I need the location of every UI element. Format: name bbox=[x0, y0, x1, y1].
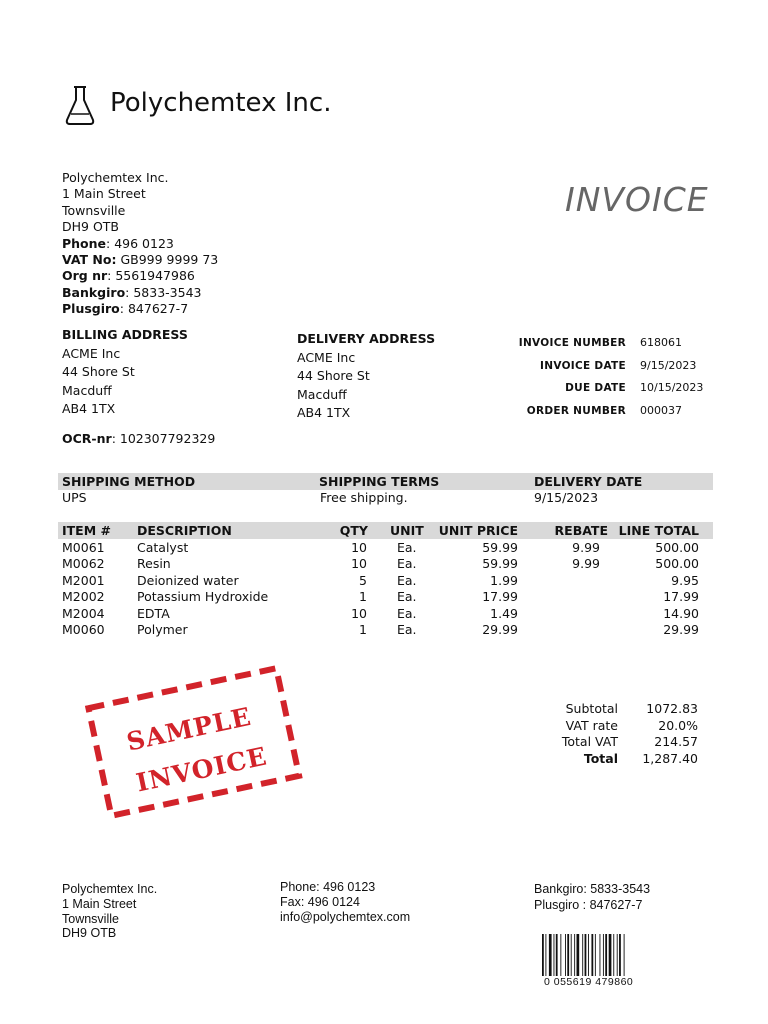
item-description: EDTA bbox=[137, 605, 170, 621]
vat-rate-value: 20.0% bbox=[658, 717, 698, 733]
item-item: M0062 bbox=[62, 556, 105, 572]
invoice-number: 618061 bbox=[640, 336, 682, 349]
footer-street: 1 Main Street bbox=[62, 896, 137, 911]
item-rebate: 9.99 bbox=[572, 556, 600, 572]
delivery-city: Macduff bbox=[297, 386, 347, 402]
col-unit: UNIT bbox=[390, 523, 424, 538]
footer-city: Townsville bbox=[62, 911, 119, 926]
shipping-method-label: SHIPPING METHOD bbox=[62, 474, 196, 489]
item-unit-price: 29.99 bbox=[482, 622, 518, 637]
sender-postcode: DH9 OTB bbox=[62, 219, 120, 235]
delivery-street: 44 Shore St bbox=[297, 368, 370, 383]
company-name: Polychemtex Inc. bbox=[110, 88, 332, 118]
sender-city: Townsville bbox=[62, 202, 126, 218]
footer-plusgiro: Plusgiro : 847627-7 bbox=[534, 898, 643, 912]
footer-address bbox=[62, 882, 157, 941]
item-description: Resin bbox=[137, 556, 171, 572]
due-date-label: DUE DATE bbox=[565, 382, 626, 394]
col-qty: QTY bbox=[339, 523, 368, 538]
footer-postcode: DH9 OTB bbox=[62, 926, 117, 941]
billing-heading: BILLING ADDRESS bbox=[62, 327, 188, 342]
totals-labels bbox=[520, 701, 618, 768]
shipping-method: UPS bbox=[62, 490, 87, 505]
item-unit: Ea. bbox=[397, 572, 417, 588]
item-description: Polymer bbox=[137, 622, 188, 637]
item-unit: Ea. bbox=[397, 622, 417, 637]
sender-name: Polychemtex Inc. bbox=[62, 170, 169, 185]
item-qty: 1 bbox=[359, 589, 367, 605]
sender-block bbox=[62, 170, 218, 318]
item-qty: 1 bbox=[359, 622, 367, 637]
subtotal-label: Subtotal bbox=[565, 701, 618, 716]
sender-bankgiro: Bankgiro: 5833-3543 bbox=[62, 284, 202, 300]
sender-plusgiro: Plusgiro: 847627-7 bbox=[62, 301, 189, 317]
item-line-total: 17.99 bbox=[663, 589, 699, 605]
invoice-meta-values bbox=[640, 332, 703, 422]
total-vat-value: 214.57 bbox=[654, 734, 698, 750]
footer-name: Polychemtex Inc. bbox=[62, 882, 158, 896]
item-qty: 10 bbox=[351, 605, 367, 621]
item-qty: 5 bbox=[359, 572, 367, 588]
invoice-meta-labels bbox=[498, 332, 626, 422]
delivery-heading: DELIVERY ADDRESS bbox=[297, 331, 436, 346]
shipping-terms-label: SHIPPING TERMS bbox=[319, 474, 440, 489]
item-item: M2001 bbox=[62, 572, 105, 588]
billing-address bbox=[62, 326, 188, 419]
document-title: INVOICE bbox=[565, 180, 709, 219]
item-unit-price: 17.99 bbox=[482, 589, 518, 605]
due-date: 10/15/2023 bbox=[640, 381, 704, 394]
delivery-date-label: DELIVERY DATE bbox=[534, 474, 643, 489]
footer-bank bbox=[534, 881, 650, 913]
col-unit-price: UNIT PRICE bbox=[438, 523, 518, 538]
stamp-line-2: INVOICE bbox=[133, 741, 270, 798]
item-unit: Ea. bbox=[397, 540, 417, 555]
item-line-total: 14.90 bbox=[663, 605, 699, 621]
item-rebate: 9.99 bbox=[572, 540, 600, 555]
flask-icon bbox=[64, 84, 96, 126]
col-item: ITEM # bbox=[62, 523, 111, 538]
invoice-date-label: INVOICE DATE bbox=[540, 359, 626, 372]
order-number-label: ORDER NUMBER bbox=[526, 404, 626, 417]
item-unit-price: 1.49 bbox=[490, 605, 518, 621]
item-item: M0061 bbox=[62, 540, 105, 555]
item-unit-price: 1.99 bbox=[490, 572, 518, 588]
item-unit-price: 59.99 bbox=[482, 540, 518, 555]
vat-rate-label: VAT rate bbox=[565, 717, 618, 733]
delivery-name: ACME Inc bbox=[297, 349, 356, 365]
ocr-number: OCR-nr: 102307792329 bbox=[62, 431, 216, 446]
item-line-total: 500.00 bbox=[655, 540, 699, 555]
sender-org: Org nr: 5561947986 bbox=[62, 268, 195, 284]
invoice-number-label: INVOICE NUMBER bbox=[518, 337, 626, 349]
item-item: M2002 bbox=[62, 589, 105, 605]
delivery-address bbox=[297, 330, 435, 423]
delivery-postcode: AB4 1TX bbox=[297, 405, 351, 420]
total-value: 1,287.40 bbox=[642, 751, 698, 767]
item-unit: Ea. bbox=[397, 556, 417, 572]
delivery-date: 9/15/2023 bbox=[534, 490, 599, 505]
subtotal-value: 1072.83 bbox=[646, 701, 698, 716]
sender-street: 1 Main Street bbox=[62, 186, 146, 202]
item-unit: Ea. bbox=[397, 589, 417, 605]
footer-contact bbox=[280, 880, 410, 924]
item-unit: Ea. bbox=[397, 605, 417, 621]
item-qty: 10 bbox=[351, 556, 367, 572]
item-item: M0060 bbox=[62, 622, 105, 637]
item-line-total: 29.99 bbox=[663, 622, 699, 637]
item-qty: 10 bbox=[351, 540, 367, 555]
col-description: DESCRIPTION bbox=[137, 523, 232, 538]
invoice-date: 9/15/2023 bbox=[640, 358, 697, 372]
footer-bankgiro: Bankgiro: 5833-3543 bbox=[534, 882, 651, 896]
item-line-total: 9.95 bbox=[671, 572, 699, 588]
order-number: 000037 bbox=[640, 403, 682, 417]
footer-email[interactable]: info@polychemtex.com bbox=[280, 909, 411, 924]
col-line-total: LINE TOTAL bbox=[618, 523, 699, 538]
sender-vat: VAT No: GB999 9999 73 bbox=[62, 252, 219, 268]
sample-invoice-stamp bbox=[84, 665, 304, 820]
stamp-line-1: SAMPLE bbox=[124, 701, 254, 757]
totals-values bbox=[630, 701, 698, 768]
item-unit-price: 59.99 bbox=[482, 556, 518, 572]
total-vat-label: Total VAT bbox=[561, 734, 618, 750]
barcode-number: 0 055619 479860 bbox=[544, 976, 634, 988]
billing-name: ACME Inc bbox=[62, 345, 121, 361]
col-rebate: REBATE bbox=[554, 523, 608, 538]
sender-phone: Phone: 496 0123 bbox=[62, 235, 174, 251]
total-label: Total bbox=[583, 751, 618, 767]
footer-phone: Phone: 496 0123 bbox=[280, 880, 376, 894]
item-description: Deionized water bbox=[137, 572, 239, 588]
item-description: Potassium Hydroxide bbox=[137, 589, 269, 605]
item-description: Catalyst bbox=[137, 540, 189, 555]
shipping-terms: Free shipping. bbox=[320, 490, 408, 505]
billing-street: 44 Shore St bbox=[62, 364, 135, 379]
billing-postcode: AB4 1TX bbox=[62, 401, 116, 416]
item-item: M2004 bbox=[62, 605, 105, 621]
item-line-total: 500.00 bbox=[655, 556, 699, 572]
billing-city: Macduff bbox=[62, 382, 112, 398]
footer-fax: Fax: 496 0124 bbox=[280, 894, 360, 909]
